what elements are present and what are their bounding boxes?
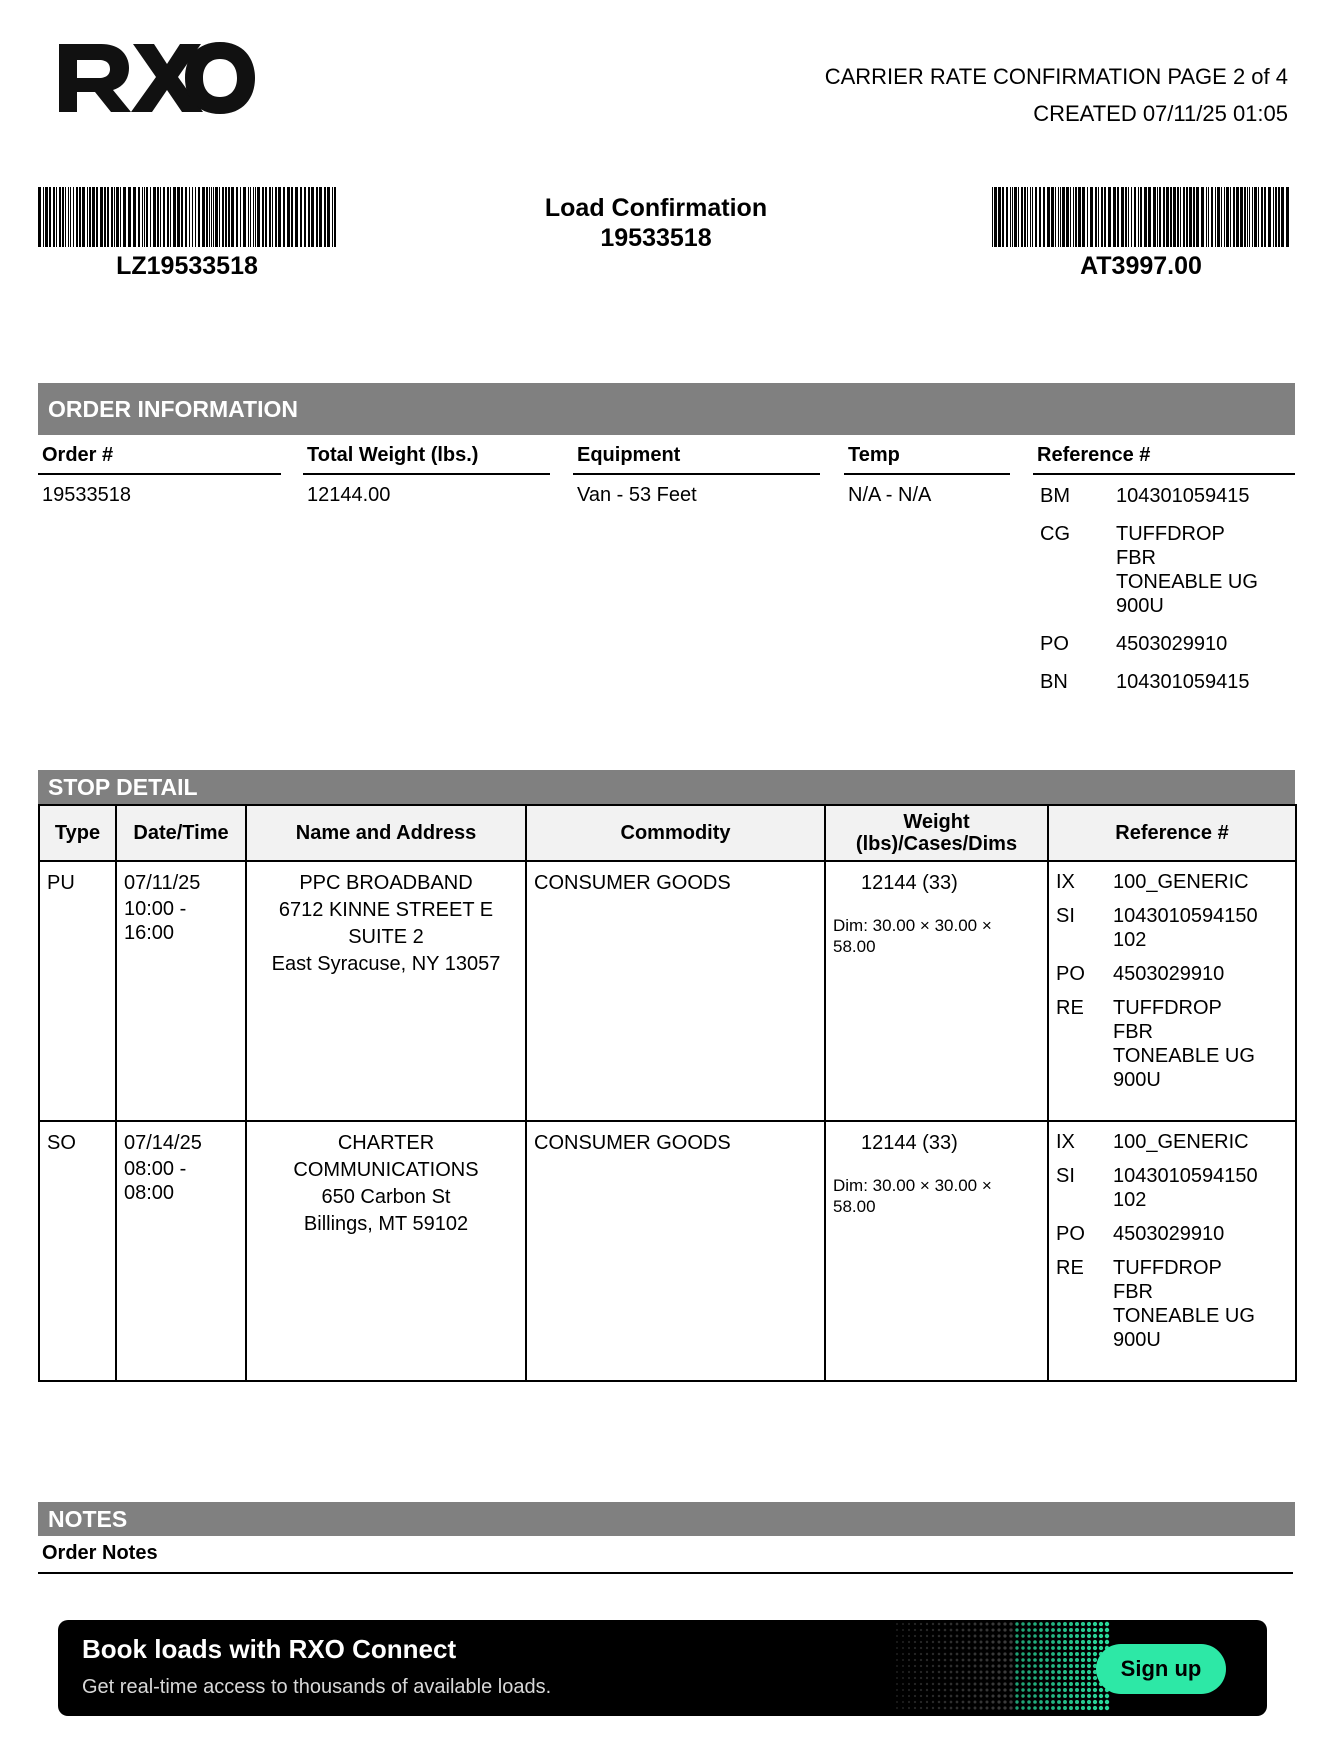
equipment-header: Equipment [573, 444, 820, 475]
reference-value: TUFFDROP FBR TONEABLE UG 900U [1113, 997, 1255, 1091]
stop-city: East Syracuse, NY 13057 [271, 953, 501, 975]
stop-name: CHARTER COMMUNICATIONS [293, 1132, 479, 1181]
weight-header-line2: (lbs)/Cases/Dims [855, 833, 1018, 855]
reference-code: RE [1056, 997, 1084, 1019]
order-number-value: 19533518 [42, 484, 131, 506]
stop-name-address [246, 861, 526, 1121]
stop-date: 07/14/25 [124, 1132, 202, 1154]
banner-dot-pattern [893, 1620, 1113, 1716]
reference-value: 104301059415 [1116, 671, 1250, 693]
stop-date: 07/11/25 [124, 872, 201, 894]
barcode-left-label: LZ19533518 [116, 252, 258, 280]
rxo-connect-banner[interactable] [58, 1620, 1267, 1716]
order-number-header: Order # [38, 444, 281, 475]
stop-reference-list [1056, 1130, 1288, 1352]
stop-name-address [246, 1121, 526, 1381]
reference-code: PO [1040, 633, 1069, 655]
reference-value: 4503029910 [1113, 1223, 1225, 1245]
reference-column-header: Reference # [1048, 805, 1296, 861]
sign-up-button[interactable]: Sign up [1096, 1644, 1226, 1694]
created-timestamp: CREATED 07/11/25 01:05 [1033, 101, 1288, 126]
stop-city: Billings, MT 59102 [303, 1213, 469, 1235]
reference-code: IX [1056, 871, 1075, 893]
reference-code: IX [1056, 1131, 1075, 1153]
commodity-column-header: Commodity [526, 805, 825, 861]
reference-value: TUFFDROP FBR TONEABLE UG 900U [1116, 523, 1258, 617]
rxo-logo [57, 42, 255, 114]
stop-dims: Dim: 30.00 × 30.00 × 58.00 [833, 916, 992, 956]
reference-header: Reference # [1033, 444, 1295, 475]
weight-column-header [825, 805, 1048, 861]
barcode-right-label: AT3997.00 [1080, 252, 1202, 280]
document-title: CARRIER RATE CONFIRMATION PAGE 2 of 4 [824, 64, 1288, 89]
reference-value: 1043010594150102 [1113, 905, 1258, 951]
load-confirmation-title [500, 193, 812, 253]
stop-address: 6712 KINNE STREET E SUITE 2 [278, 899, 494, 948]
total-weight-header: Total Weight (lbs.) [303, 444, 550, 475]
weight-header-line1: Weight [903, 811, 970, 833]
stop-datetime [116, 1121, 246, 1381]
reference-value: 104301059415 [1116, 485, 1250, 507]
table-header-row [39, 805, 1296, 861]
notes-header: NOTES [38, 1502, 1295, 1536]
temp-header: Temp [844, 444, 1010, 475]
reference-code: RE [1056, 1257, 1084, 1279]
name-address-column-header: Name and Address [246, 805, 526, 861]
notes-divider [38, 1572, 1293, 1574]
banner-subtitle: Get real-time access to thousands of available loads. [82, 1676, 552, 1698]
stop-dims: Dim: 30.00 × 30.00 × 58.00 [833, 1176, 992, 1216]
reference-code: CG [1040, 523, 1070, 545]
order-notes-label: Order Notes [42, 1542, 158, 1564]
reference-value: 1043010594150102 [1113, 1165, 1258, 1211]
stop-weight [825, 861, 1048, 1121]
barcode-left [38, 187, 336, 247]
stop-time: 08:00 - 08:00 [124, 1158, 187, 1204]
stop-weight-value: 12144 (33) [861, 1132, 958, 1154]
reference-code: BM [1040, 485, 1070, 507]
barcode-right [992, 187, 1290, 247]
reference-code: SI [1056, 1165, 1075, 1187]
stop-time: 10:00 - 16:00 [124, 898, 187, 944]
stop-detail-table [38, 804, 1297, 1382]
order-references [1040, 484, 1290, 694]
stop-type: PU [39, 861, 116, 1121]
reference-value: 100_GENERIC [1113, 1131, 1249, 1153]
table-row [39, 1121, 1296, 1381]
reference-value: 4503029910 [1116, 633, 1228, 655]
stop-references [1048, 1121, 1296, 1381]
reference-code: SI [1056, 905, 1075, 927]
reference-code: BN [1040, 671, 1068, 693]
reference-code: PO [1056, 963, 1085, 985]
stop-commodity: CONSUMER GOODS [526, 861, 825, 1121]
stop-reference-list [1056, 870, 1288, 1092]
reference-value: 4503029910 [1113, 963, 1225, 985]
banner-title: Book loads with RXO Connect [82, 1634, 457, 1664]
stop-detail-header: STOP DETAIL [38, 770, 1295, 804]
temp-value: N/A - N/A [848, 484, 932, 506]
load-number: 19533518 [600, 224, 712, 252]
stop-type: SO [39, 1121, 116, 1381]
table-row [39, 861, 1296, 1121]
type-column-header: Type [39, 805, 116, 861]
load-title-label: Load Confirmation [544, 194, 768, 222]
stop-name: PPC BROADBAND [299, 872, 473, 894]
order-information-header: ORDER INFORMATION [38, 383, 1295, 435]
stop-weight [825, 1121, 1048, 1381]
datetime-column-header: Date/Time [116, 805, 246, 861]
stop-datetime [116, 861, 246, 1121]
reference-value: 100_GENERIC [1113, 871, 1249, 893]
stop-weight-value: 12144 (33) [861, 872, 958, 894]
reference-code: PO [1056, 1223, 1085, 1245]
equipment-value: Van - 53 Feet [577, 484, 697, 506]
reference-value: TUFFDROP FBR TONEABLE UG 900U [1113, 1257, 1255, 1351]
total-weight-value: 12144.00 [307, 484, 391, 506]
order-reference-list [1040, 484, 1290, 694]
stop-address: 650 Carbon St [321, 1186, 451, 1208]
stop-commodity: CONSUMER GOODS [526, 1121, 825, 1381]
stop-references [1048, 861, 1296, 1121]
